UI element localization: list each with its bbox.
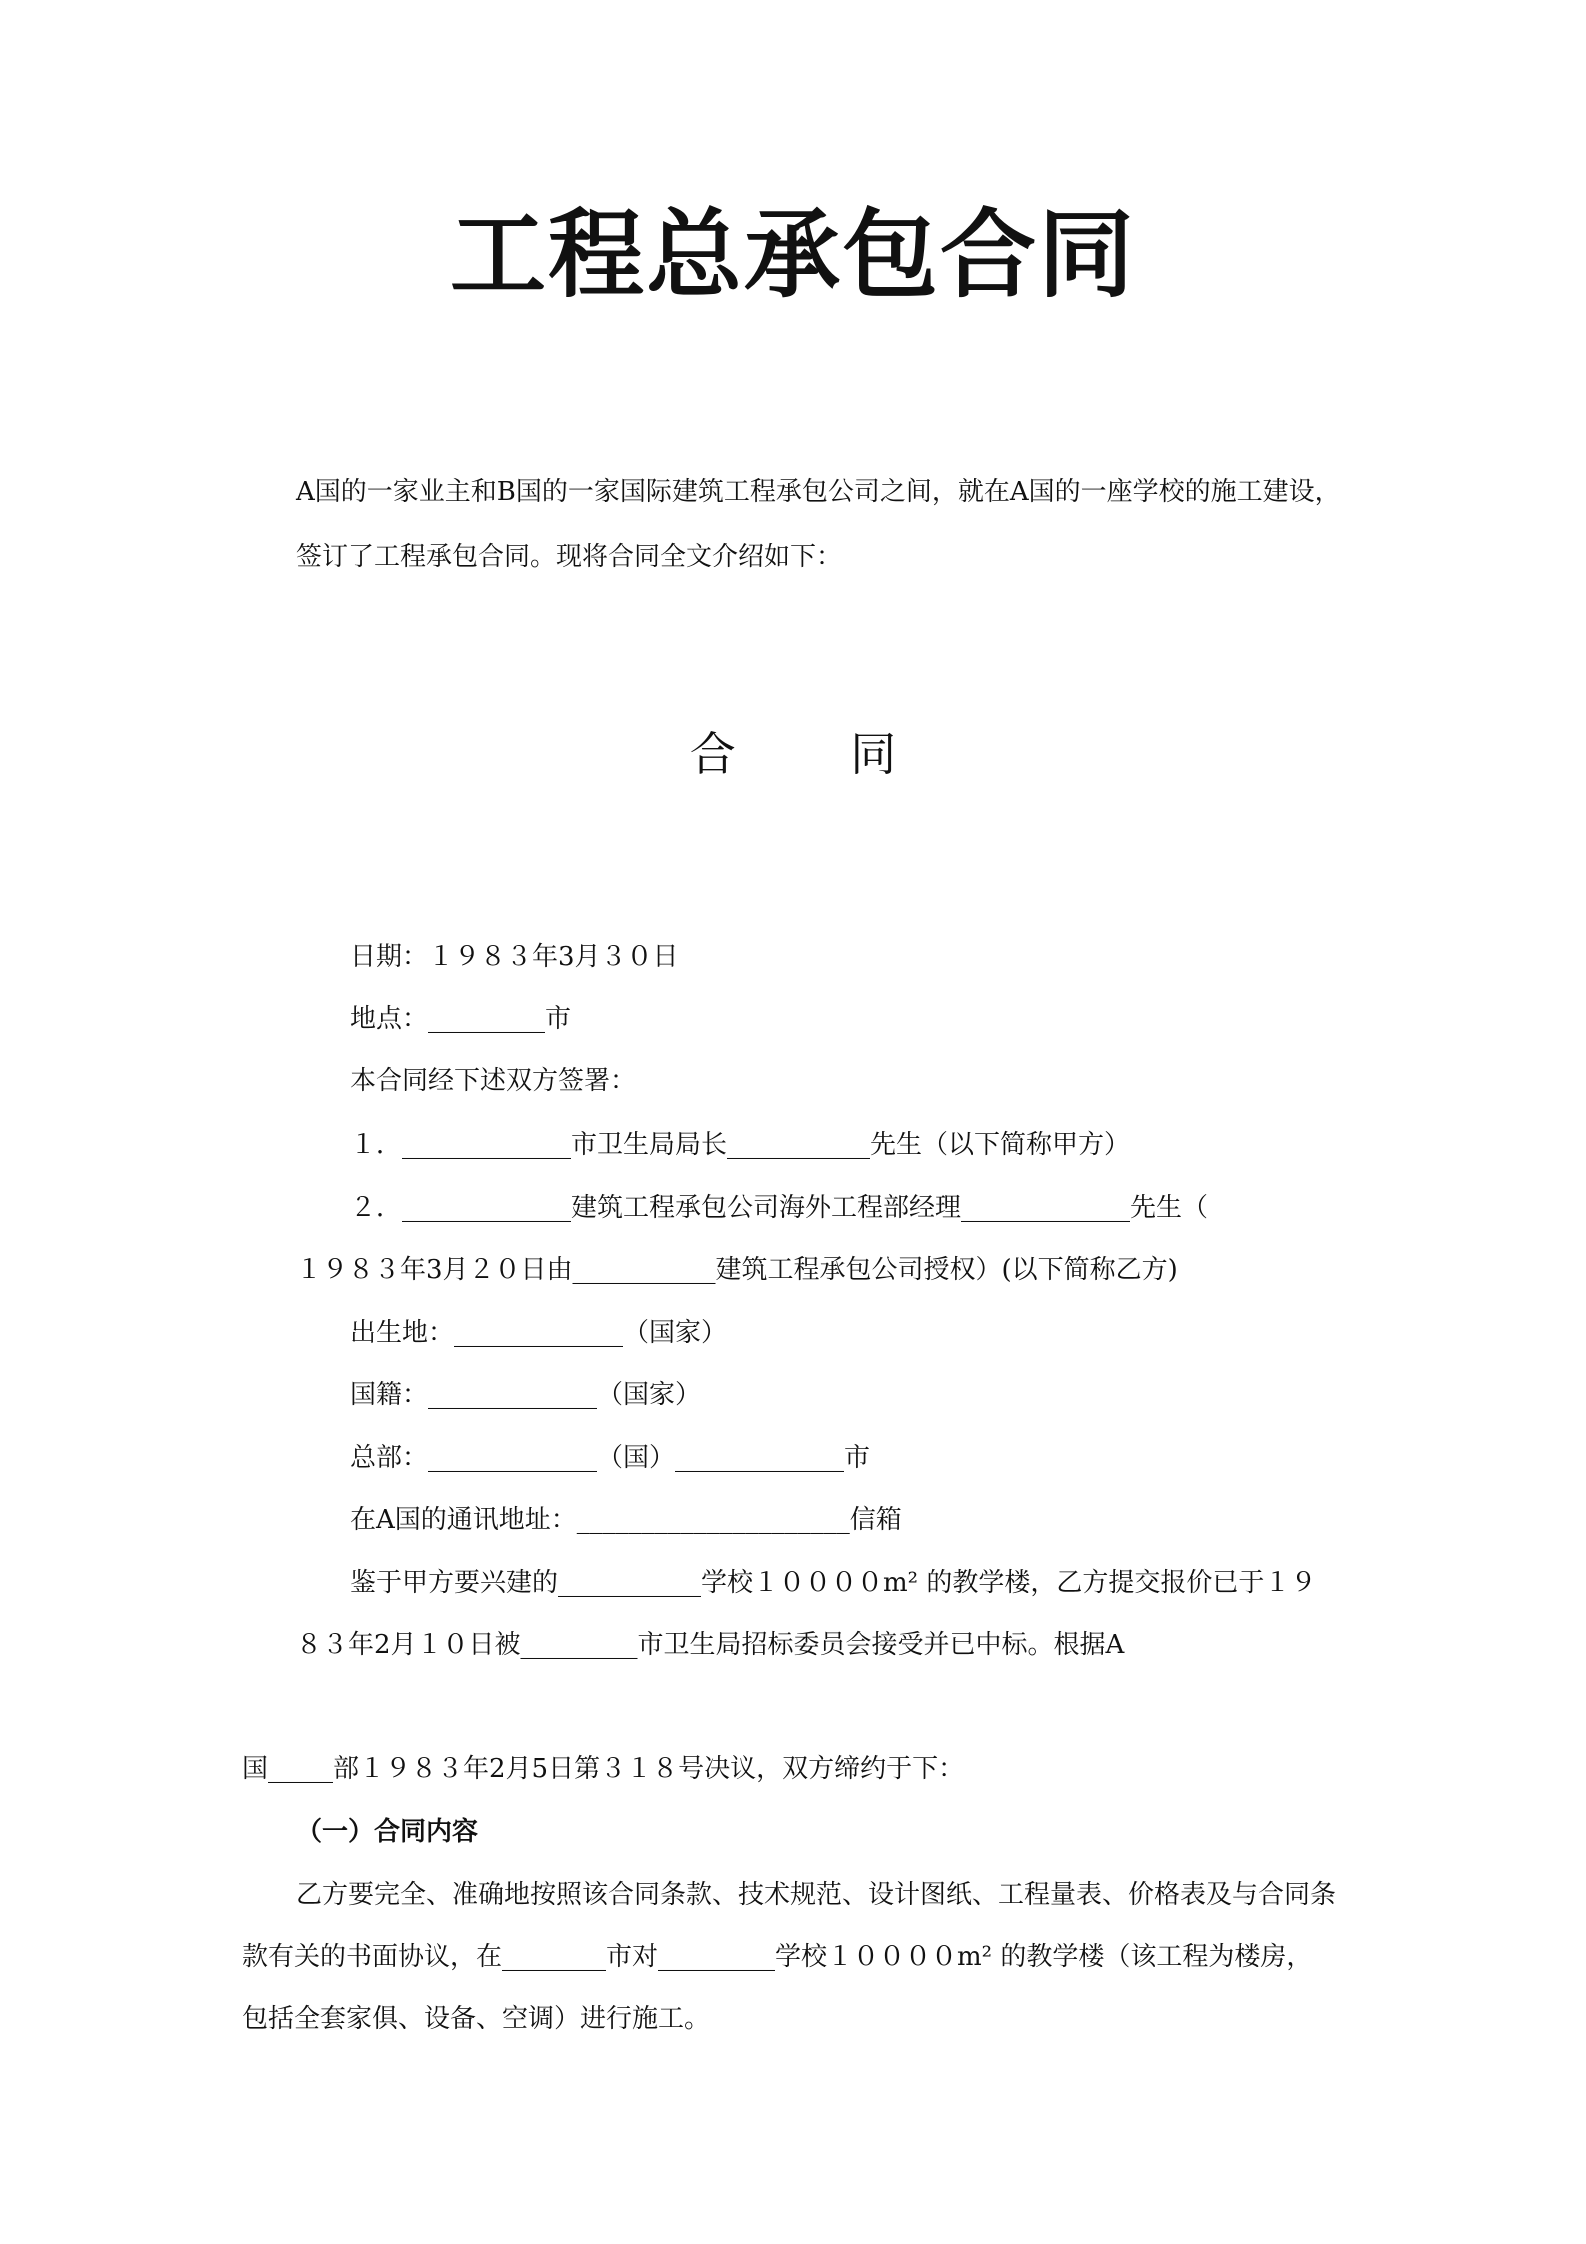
- party-2-line-2: １９８３年3月２０日由___________建筑工程承包公司授权）(以下简称乙方): [296, 1255, 1178, 1285]
- party-1-line: １．_____________市卫生局局长___________先生（以下简称甲方）: [350, 1130, 1131, 1160]
- contract-date: 日期：１９８３年3月３０日: [350, 942, 679, 972]
- party-2-line-1: ２．_____________建筑工程承包公司海外工程部经理_____________先生（: [350, 1193, 1209, 1223]
- section-1-line-3: 包括全套家俱、设备、空调）进行施工。: [242, 2004, 711, 2034]
- address-line: 在A国的通讯地址：_____________________信箱: [350, 1505, 902, 1535]
- document-title: 工程总承包合同: [450, 198, 1136, 311]
- intro-line-2: 签订了工程承包合同。现将合同全文介绍如下：: [296, 542, 843, 572]
- contract-subtitle: 合 同: [689, 727, 947, 781]
- resolution-line: 国_____部１９８３年2月5日第３１８号决议，双方缔约于下：: [242, 1754, 965, 1784]
- contract-place: 地点：_________市: [350, 1004, 572, 1034]
- section-1-line-2: 款有关的书面协议，在________市对_________学校１００００m² 的教学楼（该工程为楼房，: [242, 1942, 1313, 1972]
- whereas-line-2: ８３年2月１０日被_________市卫生局招标委员会接受并已中标。根据A: [296, 1630, 1125, 1660]
- section-1-heading: （一）合同内容: [296, 1817, 479, 1847]
- headquarters-line: 总部：_____________（国）_____________市: [350, 1443, 871, 1473]
- section-1-line-1: 乙方要完全、准确地按照该合同条款、技术规范、设计图纸、工程量表、价格表及与合同条: [296, 1880, 1337, 1910]
- intro-line-1: A国的一家业主和B国的一家国际建筑工程承包公司之间，就在A国的一座学校的施工建设，: [296, 477, 1341, 507]
- birthplace-line: 出生地：_____________（国家）: [350, 1318, 728, 1348]
- whereas-line-1: 鉴于甲方要兴建的___________学校１００００m² 的教学楼，乙方提交报价已于１９: [350, 1568, 1317, 1598]
- nationality-line: 国籍：_____________（国家）: [350, 1380, 702, 1410]
- signed-by-line: 本合同经下述双方签署：: [350, 1066, 637, 1096]
